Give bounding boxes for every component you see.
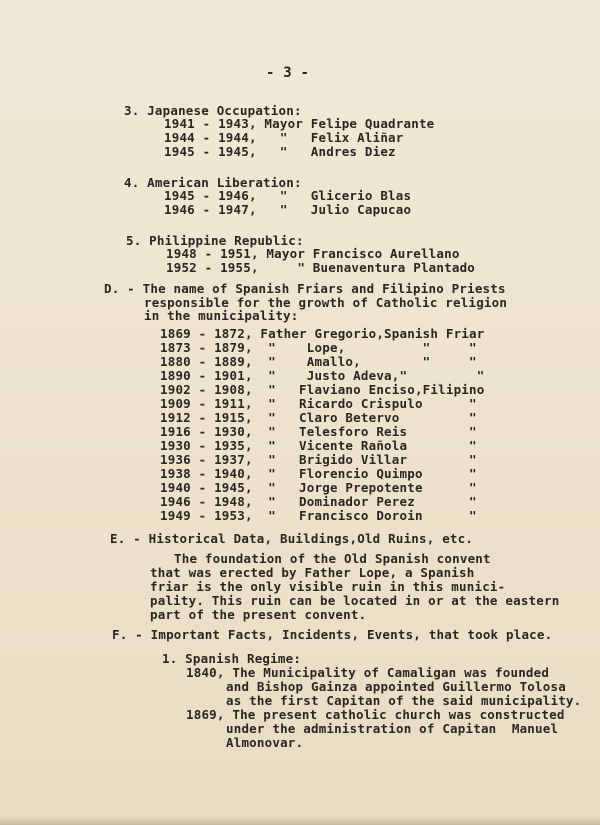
priest-line: 1890 - 1901, " Justo Adeva," " [160,368,485,383]
priest-line: 1880 - 1889, " Amallo, " " [160,354,477,369]
fact-1840-line: and Bishop Gainza appointed Guillermo Tolosa [226,679,566,694]
priest-line: 1949 - 1953, " Francisco Doroin " [160,508,477,523]
priest-line: 1940 - 1945, " Jorge Prepotente " [160,480,477,495]
japanese-line: 1941 - 1943, Mayor Felipe Quadrante [164,116,435,131]
section-f-heading: F. - Important Facts, Incidents, Events, that took place. [112,627,553,642]
fact-1869-line: 1869, The present catholic church was constructed [186,707,565,722]
fact-1840-line: as the first Capitan of the said municipality. [226,693,582,708]
priest-line: 1936 - 1937, " Brigido Villar " [160,452,477,467]
priest-line: 1902 - 1908, " Flaviano Enciso,Filipino [160,382,485,397]
section-d-heading: D. - The name of Spanish Friars and Filipino Priests [104,281,506,296]
priest-line: 1909 - 1911, " Ricardo Crispulo " [160,396,477,411]
american-liberation-heading: 4. American Liberation: [124,175,302,190]
page-number: - 3 - [266,65,310,81]
priest-line: 1916 - 1930, " Telesforo Reis " [160,424,477,439]
section-e-paragraph-line: pality. This ruin can be located in or at the eastern [150,593,560,608]
section-e-paragraph-line: part of the present convent. [150,607,367,622]
priest-line: 1912 - 1915, " Claro Betervo " [160,410,477,425]
philippine-republic-heading: 5. Philippine Republic: [126,233,304,248]
section-e-paragraph-line: The foundation of the Old Spanish convent [174,551,491,566]
section-d-heading: responsible for the growth of Catholic religion [144,295,508,310]
priest-line: 1946 - 1948, " Dominador Perez " [160,494,477,509]
section-d-heading: in the municipality: [144,308,299,323]
spanish-regime-heading: 1. Spanish Regime: [162,651,302,666]
priest-line: 1930 - 1935, " Vicente Rañola " [160,438,477,453]
american-line: 1945 - 1946, " Glicerio Blas [164,188,412,203]
american-line: 1946 - 1947, " Julio Capucao [164,202,412,217]
philippine-line: 1952 - 1955, " Buenaventura Plantado [166,260,476,275]
priest-line: 1938 - 1940, " Florencio Quimpo " [160,466,477,481]
japanese-occupation-heading: 3. Japanese Occupation: [124,103,302,118]
fact-1840-line: 1840, The Municipality of Camaligan was founded [186,665,550,680]
section-e-heading: E. - Historical Data, Buildings,Old Ruins, etc. [110,531,474,546]
section-e-paragraph-line: friar is the only visible ruin in this munici- [150,579,506,594]
priest-line: 1873 - 1879, " Lope, " " [160,340,477,355]
japanese-line: 1945 - 1945, " Andres Diez [164,144,396,159]
fact-1869-line: under the administration of Capitan Manuel [226,721,559,736]
page-bottom-edge [0,817,600,825]
fact-1869-line: Almonovar. [226,735,304,750]
philippine-line: 1948 - 1951, Mayor Francisco Aurellano [166,246,460,261]
section-e-paragraph-line: that was erected by Father Lope, a Spanish [150,565,475,580]
japanese-line: 1944 - 1944, " Felix Aliñar [164,130,404,145]
priest-line: 1869 - 1872, Father Gregorio,Spanish Friar [160,326,485,341]
